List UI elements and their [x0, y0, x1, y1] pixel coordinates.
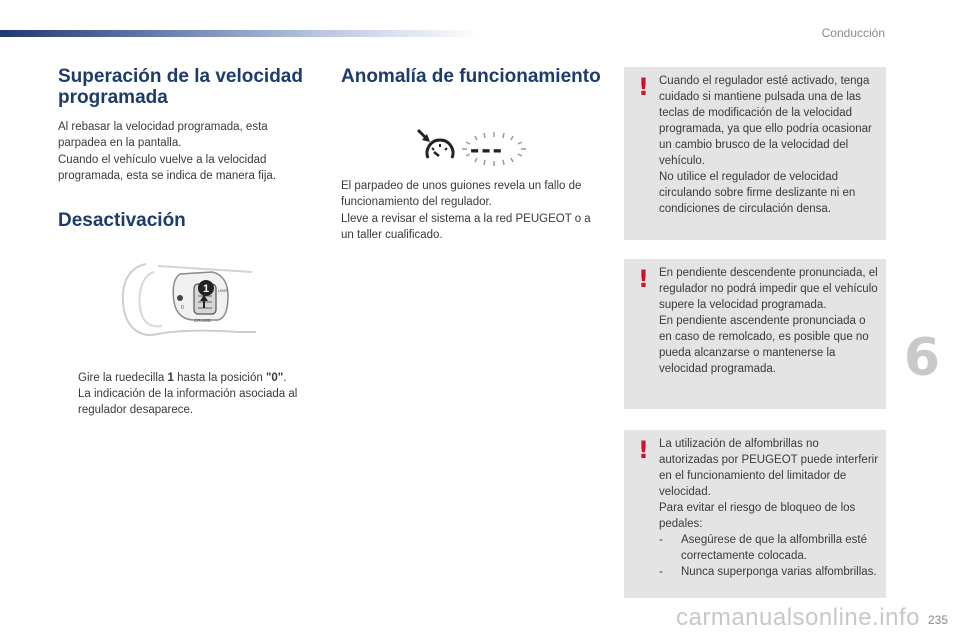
callout-1-label: 1 — [203, 283, 210, 295]
label-cruise: CRUISE — [194, 318, 212, 323]
warning-2-text-2: En pendiente ascendente pronunciada o en caso de remolcado, es posible que no pueda alcanzarse o mantenerse la velocidad programada. — [659, 315, 869, 375]
list-item — [659, 564, 879, 580]
speedometer-icon — [418, 130, 453, 158]
paragraph-malfunction-2: Lleve a revisar el sistema a la red PEUGEOT o a un taller cualificado. — [341, 213, 591, 241]
step-position-value: "0" — [265, 372, 284, 384]
heading-speed-exceeded: Superación de la velocidad programada — [58, 66, 303, 108]
steering-control-illustration — [118, 258, 258, 340]
warning-1-text-2: No utilice el regulador de velocidad circulando sobre firme deslizante ni en condiciones de circulación densa. — [659, 171, 856, 215]
header-gradient-bar — [0, 30, 480, 37]
section-title: Conducción — [821, 26, 885, 40]
watermark: carmanualsonline.info — [676, 604, 920, 631]
cruise-fault-display-illustration — [412, 128, 542, 170]
warning-box-3 — [624, 430, 886, 598]
paragraph-malfunction-1: El parpadeo de unos guiones revela un fallo de funcionamiento del regulador. — [341, 180, 582, 208]
warning-box-2 — [624, 259, 886, 409]
step-text-suffix: . — [283, 372, 287, 384]
label-limit: LIMIT — [218, 288, 229, 293]
page-number: 235 — [927, 613, 948, 627]
step-text-prefix: Gire la ruedecilla — [78, 372, 168, 384]
list-dash: - — [659, 534, 663, 546]
paragraph-speed-exceeded-2: Cuando el vehículo vuelve a la velocidad programada, esta se indica de manera fija. — [58, 154, 276, 182]
warning-exclamation-icon: ! — [638, 73, 649, 101]
warning-3-text-1: La utilización de alfombrillas no autorizadas por PEUGEOT puede interferir en el funcionamiento del limitador de velocidad. — [659, 438, 879, 498]
warning-box-1 — [624, 67, 886, 240]
fault-dashes: --- — [470, 133, 504, 164]
list-item-text: Nunca superponga varias alfombrillas. — [681, 566, 877, 578]
chapter-number: 6 — [903, 328, 940, 388]
paragraph-speed-exceeded-1: Al rebasar la velocidad programada, esta parpadea en la pantalla. — [58, 121, 268, 149]
list-item-text: Asegúrese de que la alfombrilla esté correctamente colocada. — [681, 534, 868, 562]
list-dash: - — [659, 566, 663, 578]
list-item — [659, 532, 879, 564]
step-wheel-number: 1 — [167, 372, 174, 384]
heading-deactivation: Desactivación — [58, 210, 186, 231]
step-text-line2: La indicación de la información asociada al regulador desaparece. — [78, 388, 298, 416]
label-zero: 0 — [181, 305, 184, 311]
heading-malfunction: Anomalía de funcionamiento — [341, 66, 601, 87]
warning-3-text-2: Para evitar el riesgo de bloqueo de los pedales: — [659, 502, 856, 530]
warning-2-text-1: En pendiente descendente pronunciada, el regulador no podrá impedir que el vehículo supere la velocidad programada. — [659, 267, 878, 311]
warning-exclamation-icon: ! — [638, 436, 649, 464]
step-text-mid: hasta la posición — [173, 372, 266, 384]
warning-1-text-1: Cuando el regulador esté activado, tenga cuidado si mantiene pulsada una de las teclas de modificación de la velocidad programada, ya que ello podría ocasionar un cambio brusco de la velocidad del vehículo. — [659, 75, 872, 167]
deactivation-step — [58, 370, 323, 418]
warning-exclamation-icon: ! — [638, 265, 649, 293]
